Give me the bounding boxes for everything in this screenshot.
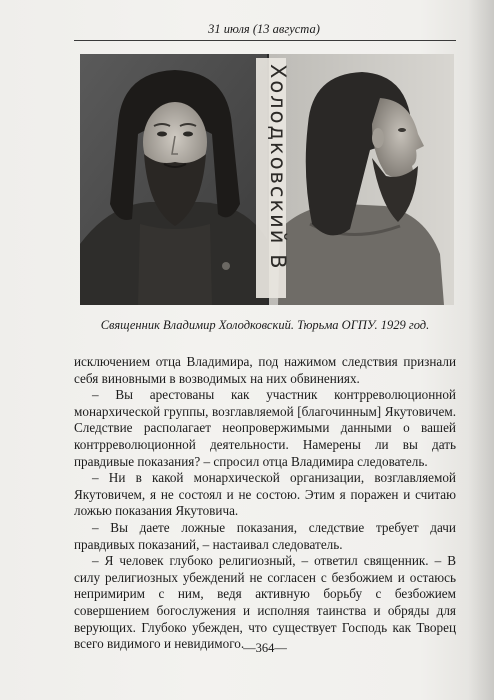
running-head: 31 июля (13 августа) bbox=[208, 22, 320, 36]
paragraph-4: – Вы даете ложные показания, следствие требует дачи правдивых показаний, – настаивал следователь. bbox=[74, 519, 456, 552]
mugshot-photo bbox=[80, 54, 454, 305]
header-rule bbox=[74, 40, 456, 41]
body-text bbox=[74, 354, 456, 653]
photo-caption: Священник Владимир Холодковский. Тюрьма ОГПУ. 1929 год. bbox=[100, 318, 430, 332]
paragraph-3: – Ни в какой монархической организации, возглавляемой Якутовичем, я не состоял и не состою. Этим я поражен и считаю ложью показания Якутовича. bbox=[74, 470, 456, 519]
page-number: —364— bbox=[243, 641, 287, 655]
paragraph-5: – Я человек глубоко религиозный, – ответил священник. – В силу религиозных убеждений не согласен с безбожием и остаюсь непримирим с ним, ведя активную борьбу с безбожием совершением богослужения и исполняя таинства и обряды для верующих. Глубоко убежден, что существует Господь как Творец всего видимого и невидимого. bbox=[74, 553, 456, 652]
paragraph-1: исключением отца Владимира, под нажимом следствия признали себя виновными в возводимых на них обвинениях. bbox=[74, 354, 456, 386]
handwritten-name-tag bbox=[256, 58, 290, 298]
binding-shadow bbox=[468, 0, 494, 700]
name-tag-text: Холодковский В bbox=[266, 64, 290, 271]
paragraph-2: – Вы арестованы как участник контрреволюционной монархической группы, возглавляемой [благочинным] Якутовичем. Следствие располагает неопровержимыми данными о вашей контрреволюционной деятельности. Намерены ли вы дать правдивые показания? – спросил отца Владимира следователь. bbox=[74, 387, 456, 469]
